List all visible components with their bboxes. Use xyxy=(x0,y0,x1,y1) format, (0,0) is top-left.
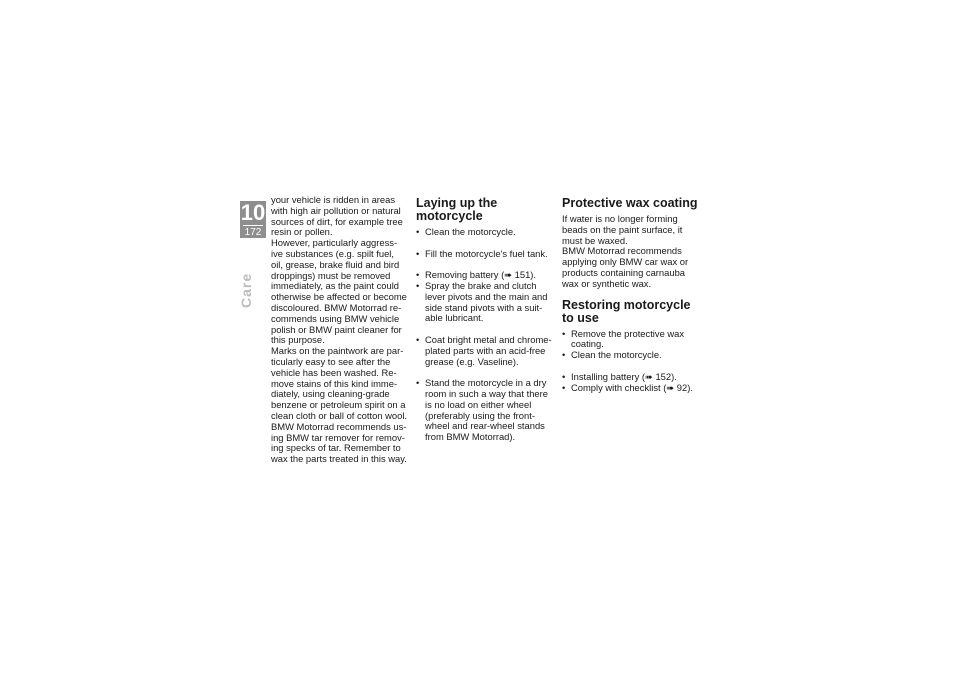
bullet-icon: • xyxy=(416,226,420,237)
laying-up-list xyxy=(416,227,552,443)
paragraph: your vehicle is ridden in areas with high air pollution or natural sources of dirt, for example tree resin or pollen. xyxy=(271,194,403,238)
tab-divider xyxy=(243,225,263,226)
list-item: • Clean the motorcycle. xyxy=(416,226,516,237)
bullet-icon: • xyxy=(562,370,566,382)
paragraph: BMW Motorrad recommends applying only BMW car wax or products containing carnauba wax or synthetic wax. xyxy=(562,245,689,289)
chapter-number: 10 xyxy=(240,200,266,225)
column-1 xyxy=(271,195,407,465)
bullet-icon: • xyxy=(416,269,420,281)
page-number: 172 xyxy=(244,227,262,238)
restoring-list xyxy=(562,329,698,394)
bullet-icon: • xyxy=(562,381,566,393)
list-item: • Removing battery (➠ 151). xyxy=(416,269,537,281)
list-item: • Stand the motorcycle in a dry room in such a way that there is no load on either wheel (preferably using the front- wheel and rear-wheel stands from BMW Motorrad). xyxy=(416,377,548,443)
section-label: Care xyxy=(238,272,254,308)
list-item: • Comply with checklist (➠ 92). xyxy=(562,381,693,393)
bullet-icon: • xyxy=(416,279,420,291)
bullet-icon: • xyxy=(562,327,566,339)
list-item: • Coat bright metal and chrome- plated parts with an acid-free grease (e.g. Vaseline). xyxy=(416,333,552,367)
paragraph: Marks on the paintwork are par- ticularly easy to see after the vehicle has been washed. Re- move stains of this kind imme- diately, using cleaning-grade benzene or petroleum spirit on a clean cloth or ball of cotton wool. BMW Motorrad recommends us- ing BMW tar remover for remov- ing specks of tar. Remember to wax the parts treated in this way. xyxy=(271,345,408,465)
bullet-icon: • xyxy=(416,247,420,259)
paragraph: If water is no longer forming beads on the paint surface, it must be waxed. xyxy=(562,213,683,246)
section-heading-wax-coating: Protective wax coating xyxy=(562,196,698,210)
section-heading-restoring: Restoring motorcycle to use xyxy=(562,297,691,325)
bullet-icon: • xyxy=(562,349,566,361)
bullet-icon: • xyxy=(416,377,420,389)
list-item: • Clean the motorcycle. xyxy=(562,349,662,361)
list-item: • Installing battery (➠ 152). xyxy=(562,370,677,382)
list-item: • Remove the protective wax coating. xyxy=(562,327,685,350)
section-heading-laying-up: Laying up the motorcycle xyxy=(416,196,498,223)
chapter-tab xyxy=(240,201,266,238)
list-item: • Fill the motorcycle's fuel tank. xyxy=(416,247,548,259)
bullet-icon: • xyxy=(416,333,420,345)
paragraph: However, particularly aggress- ive substances (e.g. spilt fuel, oil, grease, brake fluid and bird droppings) must be removed immediately, as the paint could otherwise be affected or become discoloured. BMW Motorrad re- commends using BMW vehicle polish or BMW paint cleaner for this purpose. xyxy=(271,237,407,346)
list-item: • Spray the brake and clutch lever pivots and the main and side stand pivots with a suit- able lubricant. xyxy=(416,279,548,324)
column-2 xyxy=(416,197,552,443)
column-3 xyxy=(562,197,698,393)
